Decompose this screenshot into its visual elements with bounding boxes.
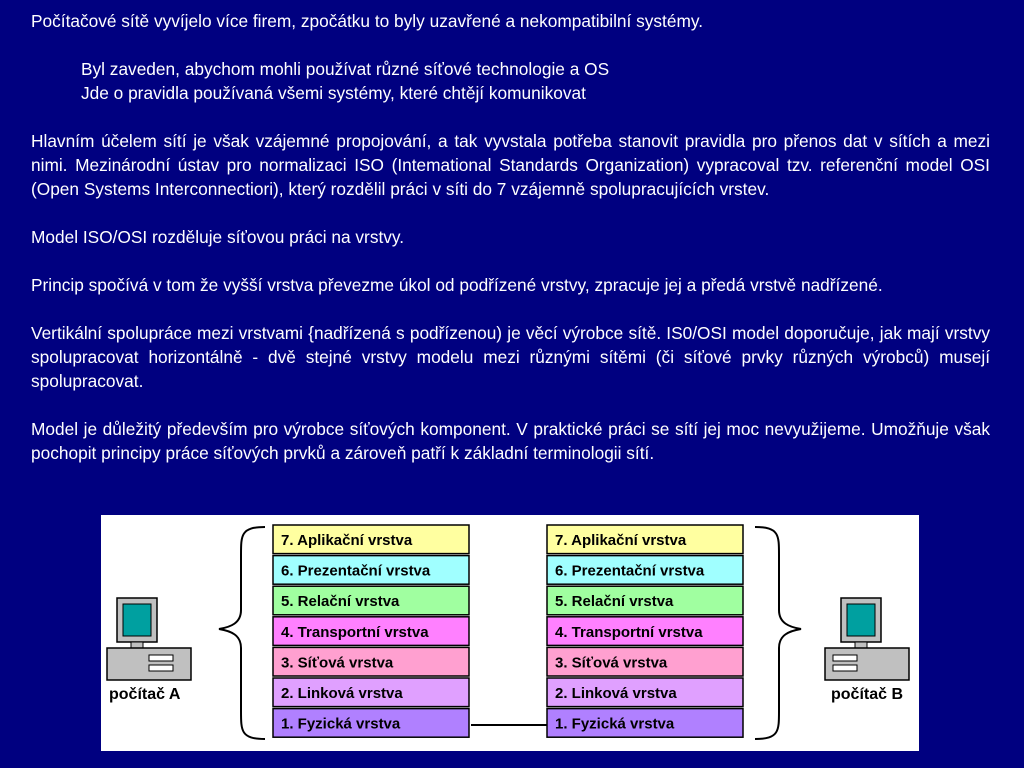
layer-label-b-6: 6. Prezentační vrstva (555, 562, 705, 580)
computer-b-icon (825, 598, 909, 680)
paragraph-iso-osi: Hlavním účelem sítí je však vzájemné propojování, a tak vyvstala potřeba stanovit pravidla pro přenos dat v sítích a mezi nimi. Mezinárodní ústav pro normalizaci ISO (Intemational Standards Organization) vypracoval tzv. referenční model OSI (Open Systems Interconnectiori), který rozdělil práci v síti do 7 vzájemně spolupracujících vrstev. (31, 131, 990, 199)
paragraph-importance: Model je důležitý především pro výrobce síťových komponent. V praktické práci se sítí jej moc nevyužijeme. Umožňuje však pochopit principy práce síťových prvků a zároveň patří k základní terminologii sítí. (31, 419, 990, 463)
paragraph-intro: Počítačové sítě vyvíjelo více firem, zpočátku to byly uzavřené a nekompatibilní systémy. (31, 11, 704, 31)
layer-label-a-6: 6. Prezentační vrstva (281, 562, 431, 580)
paragraph-principle: Princip spočívá v tom že vyšší vrstva převezme úkol od podřízené vrstvy, zpracuje jej a předá vrstvě nadřízené. (31, 275, 883, 295)
layer-label-b-3: 3. Síťová vrstva (555, 654, 668, 672)
layer-label-a-7: 7. Aplikační vrstva (281, 532, 413, 549)
paragraph-rules: Jde o pravidla používaná všemi systémy, které chtějí komunikovat (81, 83, 586, 103)
layer-stack-b (547, 525, 743, 737)
layer-label-b-7: 7. Aplikační vrstva (555, 532, 687, 549)
layer-label-b-1: 1. Fyzická vrstva (555, 715, 675, 733)
paragraph-cooperation: Vertikální spolupráce mezi vrstvami {nadřízená s podřízenou) je věcí výrobce sítě. IS0/OSI model doporučuje, jak mají vrstvy spolupracovat horizontálně - dvě stejné vrstvy modelu mezi různými sítěmi (či síťové prvky různých výrobců) musejí spolupracovat. (31, 323, 990, 391)
right-brace-icon (755, 527, 801, 739)
left-brace-icon (219, 527, 265, 739)
paragraph-purpose: Byl zaveden, abychom mohli používat různé síťové technologie a OS (81, 59, 610, 79)
osi-model-diagram (101, 515, 919, 751)
computer-a-icon (107, 598, 191, 680)
computer-b-label: počítač B (831, 686, 904, 703)
paragraph-layers: Model ISO/OSI rozděluje síťovou práci na vrstvy. (31, 227, 405, 247)
slide-text (31, 9, 990, 465)
layer-label-a-3: 3. Síťová vrstva (281, 654, 394, 672)
computer-a-label: počítač A (109, 686, 181, 703)
layer-label-a-5: 5. Relační vrstva (281, 593, 400, 611)
layer-stack-a (273, 525, 469, 737)
osi-diagram-svg (101, 515, 919, 751)
layer-label-b-5: 5. Relační vrstva (555, 593, 674, 611)
layer-label-a-2: 2. Linková vrstva (281, 685, 403, 702)
layer-label-a-4: 4. Transportní vrstva (281, 623, 429, 641)
layer-label-b-2: 2. Linková vrstva (555, 685, 677, 702)
layer-label-a-1: 1. Fyzická vrstva (281, 715, 401, 733)
layer-label-b-4: 4. Transportní vrstva (555, 623, 703, 641)
